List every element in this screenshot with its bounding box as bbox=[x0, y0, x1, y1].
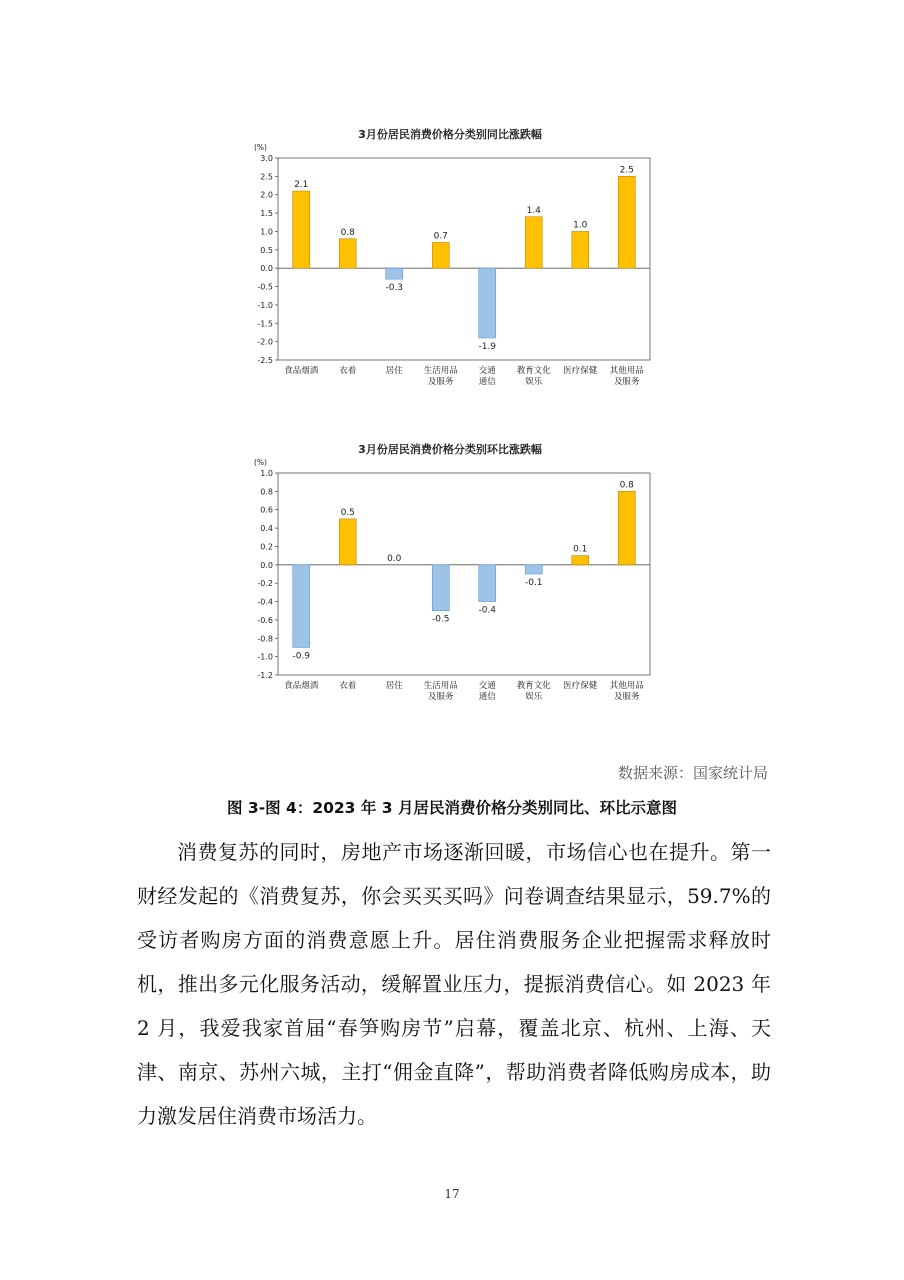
y-tick-label: 2.0 bbox=[260, 190, 273, 200]
data-label: 2.1 bbox=[294, 180, 309, 191]
bar bbox=[572, 231, 589, 268]
x-category-label: 交通通信 bbox=[478, 366, 496, 387]
y-tick-label: -1.0 bbox=[257, 652, 273, 662]
bar bbox=[293, 565, 310, 648]
chart-title: 3月份居民消费价格分类别同比涨跌幅 bbox=[358, 128, 542, 141]
y-tick-label: -2.5 bbox=[257, 356, 273, 365]
y-tick-label: -0.6 bbox=[257, 615, 273, 625]
data-label: 0.1 bbox=[573, 544, 588, 555]
page-number: 17 bbox=[444, 1187, 460, 1201]
y-tick-label: -1.2 bbox=[257, 671, 273, 680]
data-label: -0.4 bbox=[478, 605, 497, 616]
x-category-label: 教育文化娱乐 bbox=[516, 681, 551, 702]
x-category-label: 交通通信 bbox=[478, 681, 496, 702]
x-category-label: 医疗保健 bbox=[563, 681, 598, 691]
x-category-label: 居住 bbox=[385, 366, 403, 376]
data-label: 0.5 bbox=[340, 507, 355, 518]
y-tick-label: 1.0 bbox=[260, 227, 273, 237]
data-label: 1.4 bbox=[526, 205, 541, 216]
y-tick-label: 0.6 bbox=[260, 505, 273, 515]
y-tick-label: 0.8 bbox=[260, 487, 273, 497]
x-category-label: 其他用品及服务 bbox=[609, 366, 644, 387]
body-paragraph: 消费复苏的同时，房地产市场逐渐回暖，市场信心也在提升。第一财经发起的《消费复苏，你会买买买吗》问卷调查结果显示，59.7%的受访者购房方面的消费意愿上升。居住消费服务企业把握需求释放时机，推出多元化服务活动，缓解置业压力，提振消费信心。如 2023 年 2 月，我爱我家首届“春笋购房节”启幕，覆盖北京、杭州、上海、天津、南京、苏州六城，主打“佣金直降”，帮助消费者降低购房成本，助力激发居住消费市场活力。 bbox=[137, 840, 771, 1128]
y-tick-label: 0.5 bbox=[260, 245, 273, 255]
y-tick-label: -0.5 bbox=[257, 282, 273, 292]
y-tick-label: 1.5 bbox=[260, 209, 273, 219]
x-category-label: 衣着 bbox=[339, 681, 357, 691]
x-category-label: 生活用品及服务 bbox=[423, 366, 458, 387]
x-category-label: 居住 bbox=[385, 681, 403, 691]
y-unit-label: (%) bbox=[254, 143, 267, 152]
y-tick-label: -0.4 bbox=[257, 597, 273, 607]
data-label: -1.9 bbox=[478, 341, 497, 352]
data-label: -0.5 bbox=[431, 614, 450, 625]
plot-frame bbox=[278, 158, 650, 360]
bar bbox=[339, 519, 356, 565]
y-tick-label: 0.0 bbox=[260, 264, 273, 274]
bar bbox=[525, 565, 542, 574]
bar bbox=[572, 556, 589, 565]
chart-title: 3月份居民消费价格分类别环比涨跌幅 bbox=[358, 443, 542, 456]
y-tick-label: 2.5 bbox=[260, 172, 273, 182]
data-label: -0.9 bbox=[292, 651, 311, 662]
yoy-bar-chart bbox=[240, 120, 660, 390]
data-label: 0.0 bbox=[387, 553, 402, 564]
y-tick-label: 0.4 bbox=[260, 524, 273, 534]
bar bbox=[293, 191, 310, 268]
bar bbox=[618, 491, 635, 564]
y-tick-label: 0.2 bbox=[260, 542, 273, 552]
bar bbox=[432, 565, 449, 611]
bar bbox=[386, 268, 403, 279]
y-tick-label: -0.2 bbox=[257, 579, 273, 589]
x-category-label: 食品烟酒 bbox=[284, 681, 319, 691]
y-tick-label: -1.0 bbox=[257, 300, 273, 310]
x-category-label: 医疗保健 bbox=[563, 366, 598, 376]
mom-bar-chart bbox=[240, 435, 660, 705]
x-category-label: 其他用品及服务 bbox=[609, 681, 644, 702]
data-label: 2.5 bbox=[619, 165, 634, 176]
y-tick-label: 0.0 bbox=[260, 560, 273, 570]
data-label: 0.8 bbox=[340, 227, 355, 238]
y-unit-label: (%) bbox=[254, 458, 267, 467]
data-label: -0.3 bbox=[385, 283, 404, 294]
data-label: 0.7 bbox=[433, 231, 448, 242]
x-category-label: 衣着 bbox=[339, 366, 357, 376]
data-label: -0.1 bbox=[524, 578, 543, 588]
y-tick-label: -0.8 bbox=[257, 634, 273, 644]
bar bbox=[339, 239, 356, 268]
y-tick-label: 1.0 bbox=[260, 469, 273, 478]
data-label: 0.8 bbox=[619, 480, 634, 491]
x-category-label: 生活用品及服务 bbox=[423, 681, 458, 702]
y-tick-label: -1.5 bbox=[257, 319, 273, 329]
bar bbox=[618, 176, 635, 268]
bar bbox=[479, 565, 496, 602]
y-tick-label: 3.0 bbox=[260, 154, 273, 163]
plot-frame bbox=[278, 473, 650, 675]
x-category-label: 教育文化娱乐 bbox=[516, 366, 551, 387]
y-tick-label: -2.0 bbox=[257, 337, 273, 347]
bar bbox=[525, 217, 542, 268]
data-source-note: 数据来源：国家统计局 bbox=[617, 764, 768, 782]
figure-caption: 图 3-图 4：2023 年 3 月居民消费价格分类别同比、环比示意图 bbox=[227, 799, 677, 817]
data-label: 1.0 bbox=[573, 220, 588, 231]
bar bbox=[432, 242, 449, 268]
bar bbox=[479, 268, 496, 338]
x-category-label: 食品烟酒 bbox=[284, 366, 319, 376]
